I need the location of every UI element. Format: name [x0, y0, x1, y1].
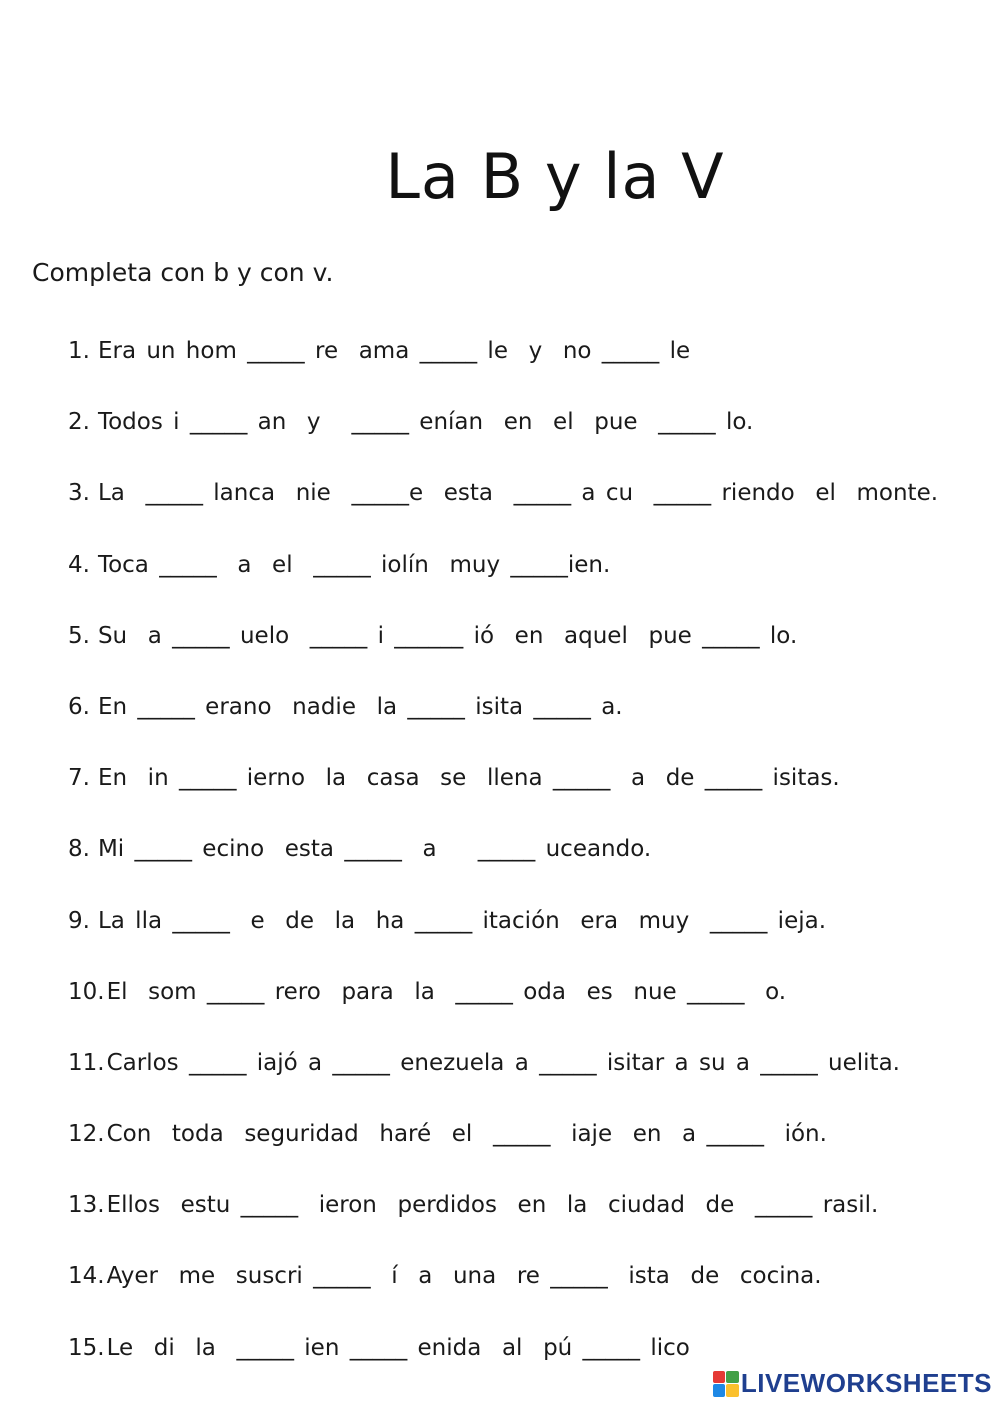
- exercise-number: 15.: [68, 1334, 105, 1361]
- exercise-number: 11.: [68, 1049, 105, 1076]
- exercise-number: 14.: [68, 1263, 105, 1290]
- exercise-number: 4.: [68, 551, 90, 578]
- exercise-number: 9.: [68, 907, 90, 934]
- exercise-sentence: En in _____ ierno la casa se llena _____ a de _____ isitas.: [97, 765, 840, 792]
- exercise-item: [68, 1257, 948, 1328]
- exercise-item: [68, 474, 948, 545]
- exercise-number: 5.: [68, 622, 90, 649]
- worksheet-title: La B y la V: [385, 140, 725, 213]
- exercise-item: [68, 617, 948, 688]
- exercise-sentence: Toca _____ a el _____ iolín muy _____ien.: [97, 551, 611, 578]
- instruction-text: Completa con b y con v.: [32, 258, 334, 287]
- exercise-number: 13.: [68, 1192, 105, 1219]
- exercise-item: [68, 973, 948, 1044]
- exercise-list: [68, 332, 948, 1400]
- exercise-sentence: Era un hom _____ re ama _____ le y no _____ le: [97, 338, 691, 364]
- exercise-item: [68, 1186, 948, 1257]
- exercise-item: [68, 902, 948, 973]
- exercise-item: [68, 1115, 948, 1186]
- exercise-sentence: Mi _____ ecino esta _____ a _____ uceando.: [97, 836, 652, 863]
- brand-text: LIVEWORKSHEETS: [740, 1368, 992, 1398]
- exercise-sentence: Todos i _____ an y _____ enían en el pue _____ lo.: [97, 409, 754, 436]
- exercise-item: [68, 403, 948, 474]
- exercise-item: [68, 332, 948, 403]
- exercise-sentence: Ayer me suscri _____ í a una re _____ ista de cocina.: [106, 1263, 822, 1290]
- exercise-item: [68, 688, 948, 759]
- exercise-number: 10.: [68, 978, 105, 1005]
- exercise-sentence: Carlos _____ iajó a _____ enezuela a _____ isitar a su a _____ uelita.: [106, 1049, 900, 1076]
- exercise-number: 8.: [68, 836, 90, 863]
- exercise-number: 3.: [68, 480, 90, 507]
- exercise-sentence: Ellos estu _____ ieron perdidos en la ciudad de _____ rasil.: [106, 1192, 879, 1219]
- liveworksheets-watermark: [713, 1368, 992, 1399]
- exercise-item: [68, 759, 948, 830]
- exercise-number: 7.: [68, 765, 90, 792]
- exercise-sentence: La lla _____ e de la ha _____ itación era muy _____ ieja.: [97, 907, 827, 934]
- exercise-sentence: El som _____ rero para la _____ oda es nue _____ o.: [106, 978, 787, 1005]
- exercise-sentence: Le di la _____ ien _____ enida al pú _____ lico: [106, 1334, 690, 1361]
- exercise-item: [68, 830, 948, 901]
- exercise-number: 12.: [68, 1121, 105, 1148]
- exercise-item: [68, 546, 948, 617]
- exercise-item: [68, 1044, 948, 1115]
- exercise-sentence: En _____ erano nadie la _____ isita _____ a.: [97, 693, 623, 720]
- exercise-number: 2.: [68, 409, 90, 436]
- exercise-sentence: La _____ lanca nie _____e esta _____ a cu _____ riendo el monte.: [97, 480, 939, 507]
- exercise-sentence: Con toda seguridad haré el _____ iaje en a _____ ión.: [106, 1121, 827, 1148]
- exercise-number: 6.: [68, 693, 90, 720]
- liveworksheets-logo-icon: [713, 1371, 739, 1397]
- exercise-number: 1.: [68, 338, 90, 364]
- exercise-sentence: Su a _____ uelo _____ i ______ ió en aquel pue _____ lo.: [97, 622, 798, 649]
